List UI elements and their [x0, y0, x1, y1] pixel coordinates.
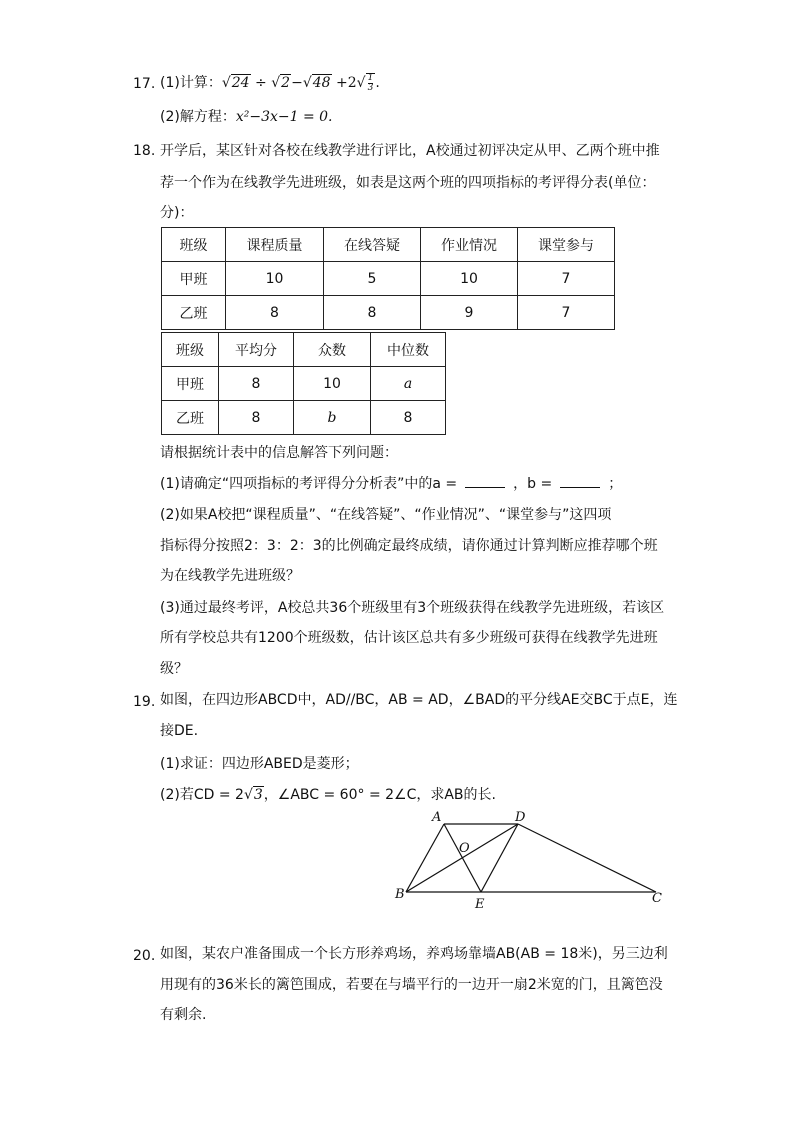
q19-part2: (2)若CD = 2√3，∠ABC = 60° = 2∠C，求AB的长. — [160, 787, 496, 803]
q20-stem-1: 如图，某农户准备围成一个长方形养鸡场，养鸡场靠墙AB(AB = 18米)，另三边利 — [160, 946, 668, 962]
label-O: O — [459, 841, 470, 856]
q18-stem-1: 开学后，某区针对各校在线教学进行评比，A校通过初评决定从甲、乙两个班中推 — [160, 143, 660, 159]
q17-root-24: 24 — [231, 75, 250, 91]
table-row: 乙班 8 b 8 — [162, 401, 446, 435]
th-course-quality: 课程质量 — [226, 228, 324, 262]
q17-part2 — [160, 107, 333, 127]
table-row: 甲班 10 5 10 7 — [162, 262, 615, 296]
label-D: D — [515, 810, 526, 825]
label-A: A — [432, 810, 442, 825]
q17-part1: (1)计算：√24 ÷ √2−√48 +2√ $\frac{1}{3}$ . — [160, 72, 380, 93]
q18-part2-2: 指标得分按照2：3：2：3的比例确定最终成绩，请你通过计算判断应推荐哪个班 — [160, 538, 658, 554]
q18-part3-3: 级？ — [160, 661, 188, 677]
q17-part2-prefix: (2)解方程： — [160, 109, 236, 125]
q18-part3-1: (3)通过最终考评，A校总共36个班级里有3个班级获得在线教学先进班级，若该区 — [160, 600, 665, 616]
th-mean: 平均分 — [219, 333, 294, 367]
segment-BD — [406, 824, 518, 892]
q18-number: 18. — [133, 143, 156, 159]
segment-DE — [481, 824, 518, 892]
q18-stem-2: 荐一个作为在线教学先进班级，如表是这两个班的四项指标的考评得分表(单位： — [160, 175, 656, 191]
q19-number: 19. — [133, 694, 156, 710]
q18-part2-1: (2)如果A校把“课程质量”、“在线答疑”、“作业情况”、“课堂参与”这四项 — [160, 507, 612, 523]
q19-root-3: 3 — [253, 787, 263, 803]
th-class: 班级 — [162, 333, 219, 367]
q18-stem-3: 分)： — [160, 205, 194, 221]
q18-part2-3: 为在线教学先进班级？ — [160, 568, 300, 584]
table-row: 甲班 8 10 a — [162, 367, 446, 401]
q19-stem-2: 接DE. — [160, 723, 199, 739]
analysis-table-header — [162, 333, 446, 367]
th-class: 班级 — [162, 228, 226, 262]
th-median: 中位数 — [371, 333, 446, 367]
score-table — [161, 227, 615, 330]
plus-two: +2 — [336, 75, 357, 91]
q19-part1: (1)求证：四边形ABED是菱形； — [160, 756, 359, 772]
q19-stem-1: 如图，在四边形ABCD中，AD//BC，AB = AD，∠BAD的平分线AE交BC于点E，连 — [160, 692, 678, 708]
label-C: C — [652, 891, 662, 906]
divide-sign: ÷ — [255, 75, 267, 91]
label-E: E — [475, 897, 485, 910]
th-online-qa: 在线答疑 — [324, 228, 421, 262]
th-participation: 课堂参与 — [518, 228, 615, 262]
label-B: B — [395, 887, 405, 902]
q17-number: 17. — [133, 76, 156, 92]
q17-equation: x²−3x−1 = 0. — [235, 109, 333, 125]
table-row: 乙班 8 8 9 7 — [162, 296, 615, 330]
segment-AB — [406, 824, 444, 892]
q17-fraction: $\frac{1}{3}$ — [367, 72, 374, 93]
score-table-header — [162, 228, 615, 262]
q18-part1: (1)请确定“四项指标的考评得分分析表”中的a = ，b = ； — [160, 473, 622, 494]
answer-blank-a[interactable] — [465, 473, 505, 488]
quadrilateral-figure — [394, 806, 674, 910]
q18-part3-2: 所有学校总共有1200个班级数，估计该区总共有多少班级可获得在线教学先进班 — [160, 630, 658, 646]
segment-DC — [518, 824, 656, 892]
answer-blank-b[interactable] — [560, 473, 600, 488]
q20-stem-3: 有剩余. — [160, 1007, 207, 1023]
q17-root-48: 48 — [312, 75, 331, 91]
th-homework: 作业情况 — [421, 228, 518, 262]
q18-intro: 请根据统计表中的信息解答下列问题： — [160, 445, 398, 461]
th-mode: 众数 — [294, 333, 371, 367]
q20-number: 20. — [133, 948, 156, 964]
q17-part1-prefix: (1)计算： — [160, 75, 222, 91]
q20-stem-2: 用现有的36米长的篱笆围成，若要在与墙平行的一边开一扇2米宽的门，且篱笆没 — [160, 977, 663, 993]
q17-root-2: 2 — [281, 75, 291, 91]
minus-sign: − — [291, 75, 303, 91]
analysis-table — [161, 332, 446, 435]
